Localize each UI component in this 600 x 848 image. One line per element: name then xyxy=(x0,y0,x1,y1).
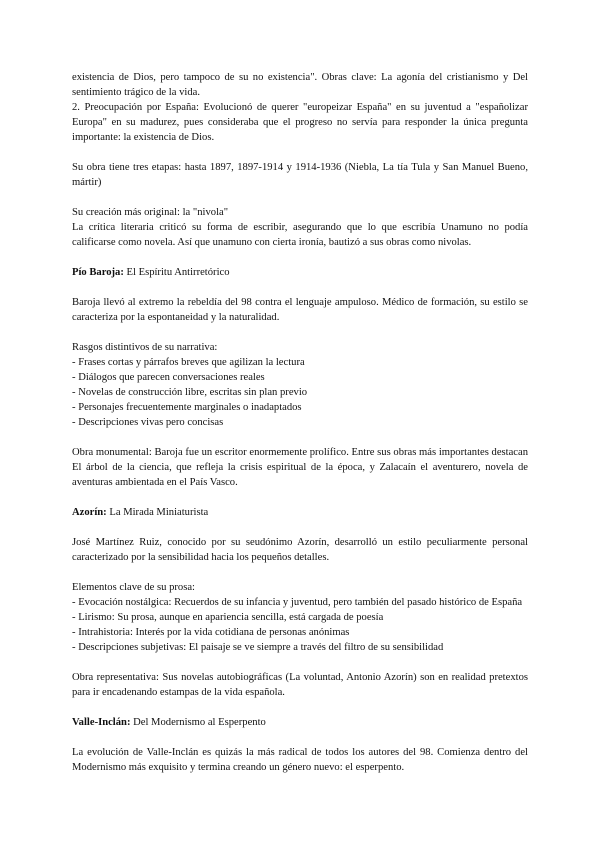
baroja-heading xyxy=(72,265,528,280)
nivola-text: La crítica literaria criticó su forma de escribir, asegurando que lo que escribía Unamuno no podía calificarse como novela. Así que unamuno con cierta ironía, bautizó a sus obras como nivolas. xyxy=(72,222,528,248)
nivola-title: Su creación más original: la "nivola" xyxy=(72,207,229,218)
azorin-list-title: Elementos clave de su prosa: xyxy=(72,582,195,593)
intro-first-line: existencia de Dios, pero tampoco de su no existencia". Obras clave: La agonía del cristianismo y Del sentimiento trágico de la vida. xyxy=(72,72,528,98)
list-item: - Evocación nostálgica: Recuerdos de su infancia y juventud, pero también del pasado histórico de España xyxy=(72,595,528,610)
valle-heading xyxy=(72,715,528,730)
list-item: - Intrahistoria: Interés por la vida cotidiana de personas anónimas xyxy=(72,625,528,640)
azorin-heading xyxy=(72,505,528,520)
intro-stages: Su obra tiene tres etapas: hasta 1897, 1897-1914 y 1914-1936 (Niebla, La tía Tula y San Manuel Bueno, mártir) xyxy=(72,162,528,188)
nivola-section xyxy=(72,205,528,250)
valle-subtitle: Del Modernismo al Esperpento xyxy=(130,717,266,728)
baroja-list-title: Rasgos distintivos de su narrativa: xyxy=(72,342,218,353)
baroja-name: Pío Baroja: xyxy=(72,267,124,278)
baroja-work: Obra monumental: Baroja fue un escritor enormemente prolífico. Entre sus obras más importantes destacan El árbol de la ciencia, que refleja la crisis espiritual de la época, y Zalacaín el aventurero, novela de aventuras ambientada en el País Vasco. xyxy=(72,447,528,488)
azorin-subtitle: La Mirada Miniaturista xyxy=(106,507,209,518)
valle-intro: La evolución de Valle-Inclán es quizás la más radical de todos los autores del 98. Comienza dentro del Modernismo más exquisito y termina creando un género nuevo: el esperpento. xyxy=(72,747,528,773)
azorin-elements-list xyxy=(72,595,528,655)
valle-name: Valle-Inclán: xyxy=(72,717,131,728)
baroja-intro: Baroja llevó al extremo la rebeldía del 98 contra el lenguaje ampuloso. Médico de formación, su estilo se caracteriza por la espontaneidad y la naturalidad. xyxy=(72,297,528,323)
baroja-subtitle: El Espíritu Antirretórico xyxy=(123,267,230,278)
azorin-name: Azorín: xyxy=(72,507,107,518)
list-item: - Descripciones vivas pero concisas xyxy=(72,415,528,430)
list-item: - Descripciones subjetivas: El paisaje se ve siempre a través del filtro de su sensibilidad xyxy=(72,640,528,655)
list-item: - Diálogos que parecen conversaciones reales xyxy=(72,370,528,385)
list-item: - Lirismo: Su prosa, aunque en apariencia sencilla, está cargada de poesía xyxy=(72,610,528,625)
intro-point-2: 2. Preocupación por España: Evolucionó de querer "europeizar España" en su juventud a "españolizar Europa" en su madurez, pues consideraba que el progreso no servía para responder la única pregunta importante: la existencia de Dios. xyxy=(72,102,528,143)
azorin-work: Obra representativa: Sus novelas autobiográficas (La voluntad, Antonio Azorín) son en realidad pretextos para ir encadenando estampas de la vida española. xyxy=(72,672,528,698)
list-item: - Novelas de construcción libre, escritas sin plan previo xyxy=(72,385,528,400)
baroja-traits-list xyxy=(72,355,528,430)
list-item: - Frases cortas y párrafos breves que agilizan la lectura xyxy=(72,355,528,370)
list-item: - Personajes frecuentemente marginales o inadaptados xyxy=(72,400,528,415)
document-page xyxy=(72,70,528,790)
azorin-intro: José Martínez Ruiz, conocido por su seudónimo Azorín, desarrolló un estilo peculiarmente personal caracterizado por la sensibilidad hacia los pequeños detalles. xyxy=(72,537,528,563)
